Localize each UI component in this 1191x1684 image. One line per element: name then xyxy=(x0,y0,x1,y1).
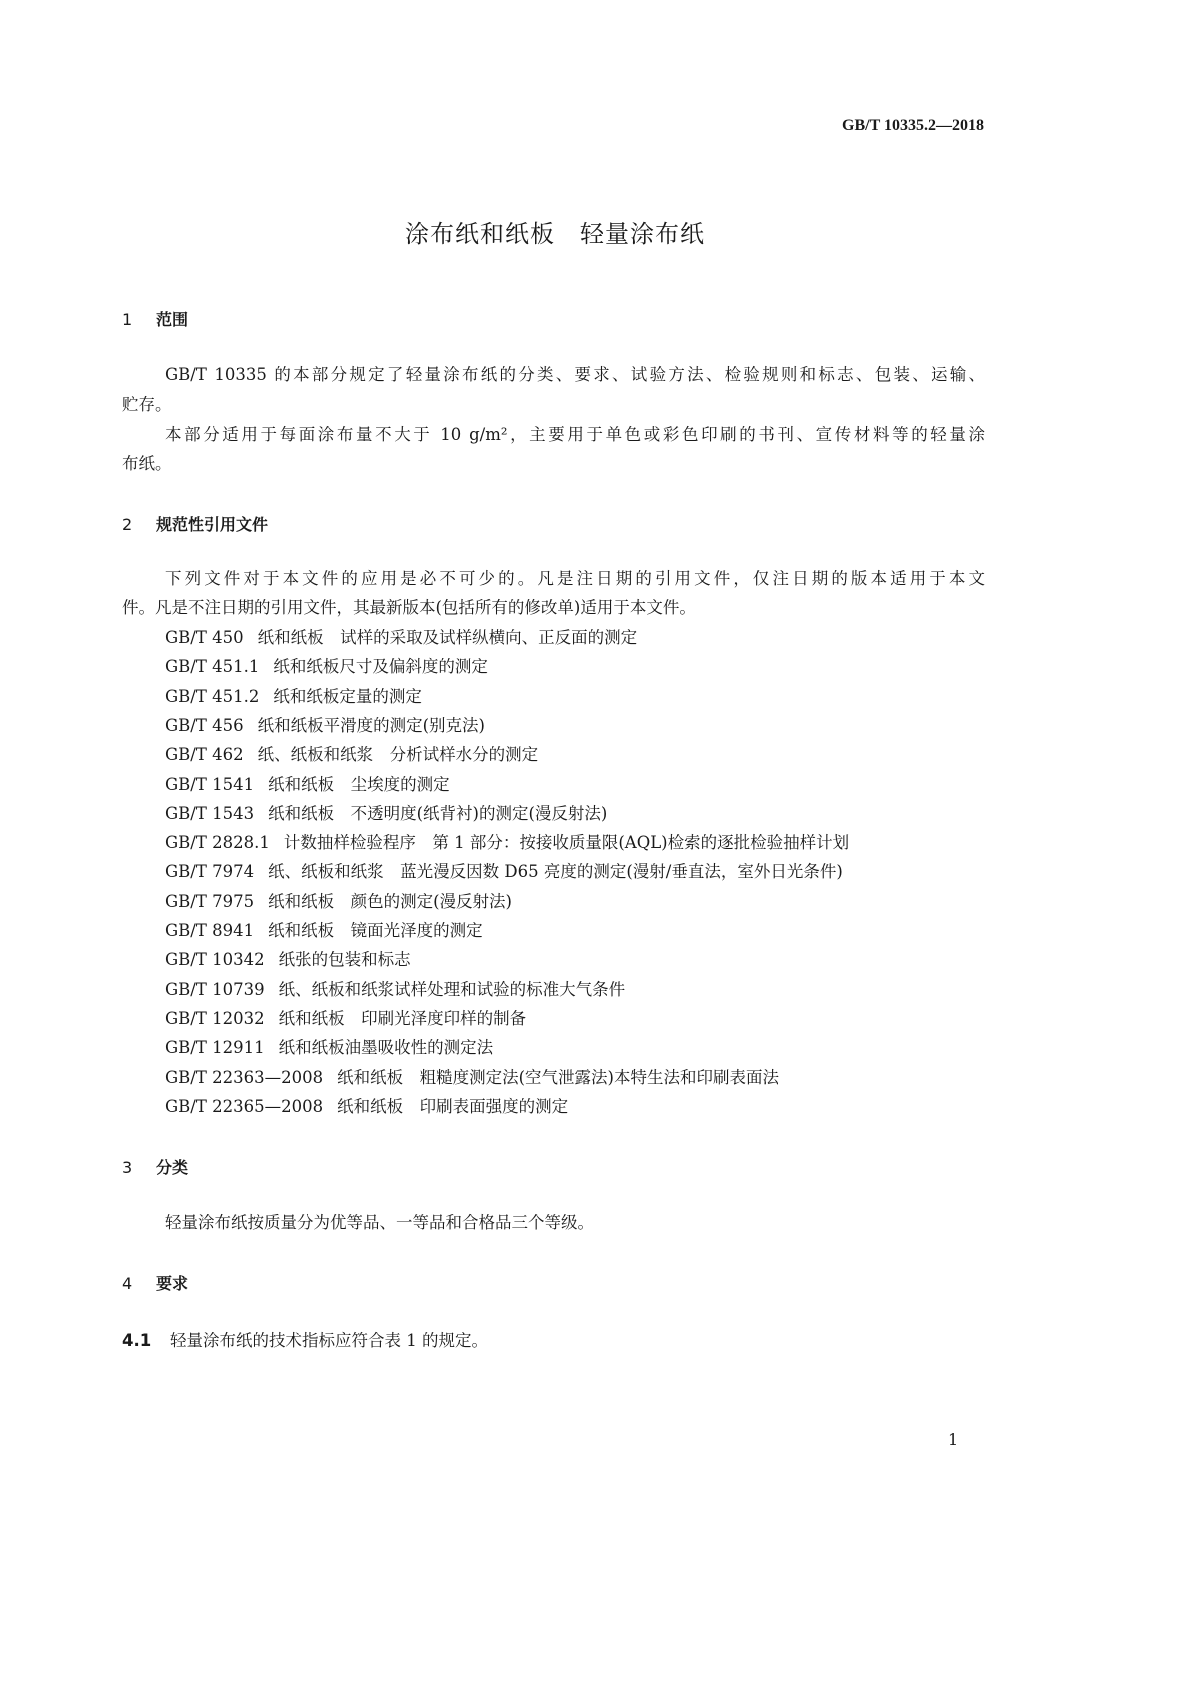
reference-item xyxy=(165,832,849,854)
section-title: 规范性引用文件 xyxy=(156,515,269,534)
reference-item xyxy=(165,627,637,649)
section-title: 要求 xyxy=(156,1274,189,1293)
reference-title: 纸和纸板 镜面光泽度的测定 xyxy=(268,921,483,940)
reference-code: GB/T 1541 xyxy=(165,774,255,794)
reference-code: GB/T 7974 xyxy=(165,862,255,882)
section-4-heading xyxy=(122,1271,188,1294)
section-2-heading xyxy=(122,512,268,535)
section-3-heading xyxy=(122,1155,188,1178)
reference-title: 纸和纸板 试样的采取及试样纵横向、正反面的测定 xyxy=(257,628,638,647)
reference-title: 纸、纸板和纸浆 分析试样水分的测定 xyxy=(257,745,539,765)
reference-code: GB/T 12032 xyxy=(165,1008,265,1028)
reference-code: GB/T 10342 xyxy=(165,950,265,970)
reference-code: GB/T 2828.1 xyxy=(165,833,270,853)
section-title: 范围 xyxy=(156,310,189,329)
reference-title: 纸和纸板 颜色的测定(漫反射法) xyxy=(268,891,512,911)
reference-title: 纸、纸板和纸浆试样处理和试验的标准大气条件 xyxy=(278,979,626,999)
reference-code: GB/T 10739 xyxy=(165,979,265,999)
clause-number: 4.1 xyxy=(122,1331,152,1350)
reference-code: GB/T 456 xyxy=(165,715,244,735)
reference-item xyxy=(165,1067,779,1089)
reference-code: GB/T 22365—2008 xyxy=(165,1096,324,1116)
reference-code: GB/T 462 xyxy=(165,745,244,765)
reference-title: 纸和纸板 尘埃度的测定 xyxy=(268,774,450,794)
reference-title: 纸张的包装和标志 xyxy=(278,950,411,970)
paragraph-line: 件。凡是不注日期的引用文件，其最新版本(包括所有的修改单)适用于本文件。 xyxy=(122,598,696,617)
reference-code: GB/T 451.2 xyxy=(165,686,260,706)
reference-code: GB/T 451.1 xyxy=(165,657,260,677)
reference-item xyxy=(165,715,485,737)
reference-title: 纸、纸板和纸浆 蓝光漫反因数 D65 亮度的测定(漫射/垂直法，室外日光条件) xyxy=(268,862,843,882)
reference-item xyxy=(165,744,538,766)
reference-item xyxy=(165,949,411,971)
reference-title: 纸和纸板 印刷表面强度的测定 xyxy=(337,1096,569,1116)
reference-title: 纸和纸板油墨吸收性的测定法 xyxy=(278,1038,494,1058)
reference-title: 纸和纸板定量的测定 xyxy=(273,686,422,706)
section-number: 2 xyxy=(122,515,133,534)
paragraph-line: 布纸。 xyxy=(122,454,172,473)
page-number: 1 xyxy=(948,1430,959,1449)
section-1-heading xyxy=(122,307,188,330)
reference-item xyxy=(165,920,483,942)
paragraph-line: 下列文件对于本文件的应用是必不可少的。凡是注日期的引用文件，仅注日期的版本适用于本文 xyxy=(165,569,985,588)
paragraph-line: GB/T 10335 的本部分规定了轻量涂布纸的分类、要求、试验方法、检验规则和标志、包装、运输、 xyxy=(165,365,985,384)
reference-item xyxy=(165,656,488,678)
reference-item xyxy=(165,1037,493,1059)
reference-code: GB/T 450 xyxy=(165,628,244,647)
reference-title: 纸和纸板 印刷光泽度印样的制备 xyxy=(278,1008,527,1028)
section-title: 分类 xyxy=(156,1158,189,1177)
section-number: 3 xyxy=(122,1158,133,1177)
reference-code: GB/T 8941 xyxy=(165,921,255,940)
reference-title: 纸和纸板 不透明度(纸背衬)的测定(漫反射法) xyxy=(268,803,608,823)
reference-code: GB/T 22363—2008 xyxy=(165,1067,324,1087)
reference-title: 计数抽样检验程序 第 1 部分：按接收质量限(AQL)检索的逐批检验抽样计划 xyxy=(283,833,850,853)
paragraph-line: 贮存。 xyxy=(122,395,172,414)
reference-code: GB/T 12911 xyxy=(165,1038,265,1058)
document-number: GB/T 10335.2—2018 xyxy=(842,117,984,134)
reference-item xyxy=(165,979,625,1001)
clause-4-1 xyxy=(122,1330,488,1352)
reference-title: 纸和纸板尺寸及偏斜度的测定 xyxy=(273,657,488,677)
reference-item xyxy=(165,774,450,796)
reference-item xyxy=(165,861,843,883)
clause-text: 轻量涂布纸的技术指标应符合表 1 的规定。 xyxy=(170,1331,488,1350)
reference-title: 纸和纸板平滑度的测定(别克法) xyxy=(257,715,485,735)
document-title: 涂布纸和纸板 轻量涂布纸 xyxy=(405,220,705,248)
reference-code: GB/T 1543 xyxy=(165,803,255,823)
section-number: 1 xyxy=(122,310,133,329)
reference-item xyxy=(165,1008,526,1030)
reference-title: 纸和纸板 粗糙度测定法(空气泄露法)本特生法和印刷表面法 xyxy=(337,1067,779,1087)
paragraph-line: 本部分适用于每面涂布量不大于 10 g/m²，主要用于单色或彩色印刷的书刊、宣传材料等的轻量涂 xyxy=(165,425,985,444)
paragraph-line: 轻量涂布纸按质量分为优等品、一等品和合格品三个等级。 xyxy=(165,1213,594,1232)
reference-item xyxy=(165,891,512,913)
section-number: 4 xyxy=(122,1274,133,1293)
reference-item xyxy=(165,803,607,825)
reference-item xyxy=(165,686,422,708)
reference-code: GB/T 7975 xyxy=(165,891,255,911)
reference-item xyxy=(165,1096,568,1118)
